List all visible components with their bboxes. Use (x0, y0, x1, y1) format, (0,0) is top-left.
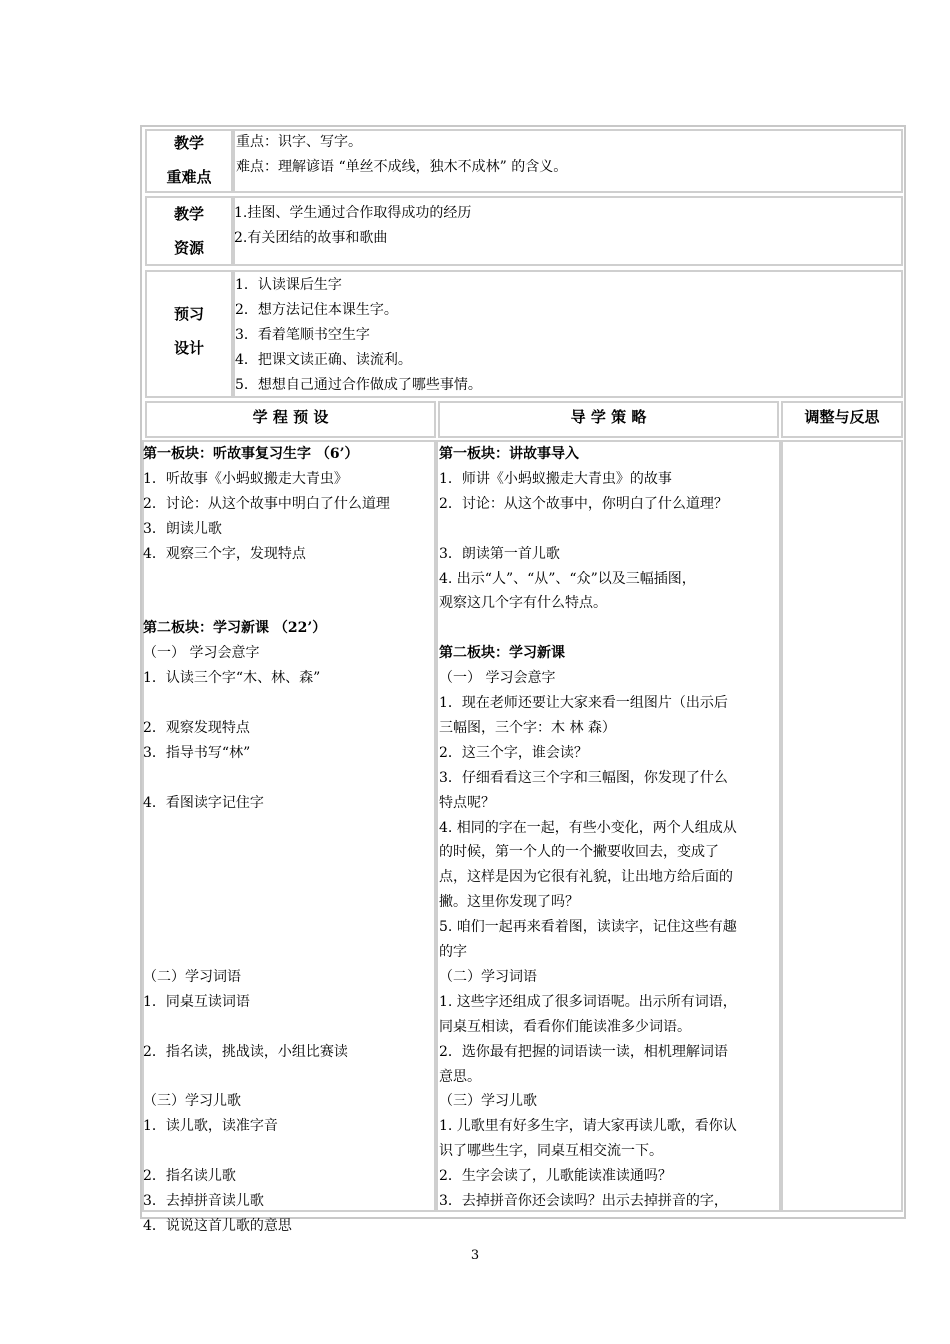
preview-line-2: 2．想方法记住本课生字。 (235, 302, 398, 318)
col1-line: 4．说说这首儿歌的意思 (143, 1217, 292, 1234)
col2-line: 意思。 (439, 1068, 481, 1085)
col1-line: 2．指名读，挑战读，小组比赛读 (143, 1043, 348, 1060)
col2-line: 5. 咱们一起再来看着图，读读字，记住这些有趣 (439, 919, 737, 936)
col2-line: 2．生字会读了，儿歌能读准读通吗？ (439, 1168, 672, 1185)
col2-line: （二）学习词语 (439, 968, 537, 985)
col2-line: 点，这样是因为它很有礼貌，让出地方给后面的 (439, 869, 733, 886)
col2-line: 2．这三个字，谁会读？ (439, 744, 588, 761)
col2-line: 第二板块：学习新课 (439, 645, 565, 662)
col2-line: 4. 出示“人”、“从”、“众”以及三幅插图， (439, 570, 696, 587)
col2-line: 2．选你最有把握的词语读一读，相机理解词语 (439, 1043, 728, 1060)
col1-line: 第二板块：学习新课 （22’） (143, 620, 327, 637)
col2-line: 的时候，第一个人的一个撇要收回去，变成了 (439, 844, 719, 861)
col2-line: （一） 学习会意字 (439, 670, 556, 687)
col2-line: 同桌互相读，看看你们能读准多少词语。 (439, 1018, 691, 1035)
col2-line: 1．现在老师还要让大家来看一组图片（出示后 (439, 695, 728, 711)
col2-line: 3．去掉拼音你还会读吗？出示去掉拼音的字， (439, 1193, 728, 1209)
col2-line: 撇。这里你发现了吗？ (439, 894, 579, 911)
col1-line: 1．认读三个字“木、林、森” (143, 670, 321, 687)
col1-line: 第一板块：听故事复习生字 （6’） (143, 446, 359, 462)
key-points-label (145, 126, 233, 194)
preview-line-3: 3．看着笔顺书空生字 (235, 327, 370, 343)
col1-line: 1．听故事《小蚂蚁搬走大青虫》 (143, 470, 348, 487)
col1-line: 2．观察发现特点 (143, 719, 250, 736)
col1-line: （三）学习儿歌 (143, 1093, 241, 1110)
key-points-line-1: 重点：识字、写字。 (236, 134, 362, 150)
key-points-label-line1: 教学 (173, 134, 204, 152)
header-col2: 导 学 策 略 (570, 408, 647, 426)
preview-line-4: 4．把课文读正确、读流利。 (235, 352, 412, 368)
col2-line: 的字 (439, 944, 467, 960)
col2-line: 3．朗读第一首儿歌 (439, 545, 560, 562)
resources-label-line1: 教学 (173, 205, 204, 223)
col1-line: 4．观察三个字，发现特点 (143, 545, 306, 562)
preview-label-line2: 设计 (173, 339, 204, 357)
col2-line: 特点呢？ (439, 794, 495, 811)
resources-label-line2: 资源 (173, 239, 204, 257)
col1-line: （一） 学习会意字 (143, 645, 260, 662)
col2-line: 1．师讲《小蚂蚁搬走大青虫》的故事 (439, 470, 672, 487)
col2-line: 第一板块：讲故事导入 (439, 446, 579, 462)
header-col1: 学 程 预 设 (252, 408, 329, 426)
resources-label (145, 197, 233, 265)
col1-line: （二）学习词语 (143, 968, 241, 985)
col2-line: 识了哪些生字，同桌互相交流一下。 (439, 1143, 663, 1160)
resources-line-1: 1.挂图、学生通过合作取得成功的经历 (234, 205, 472, 221)
col2-line: 4. 相同的字在一起，有些小变化，两个人组成从 (439, 819, 737, 836)
col2-line: 三幅图，三个字：木 林 森） (439, 719, 616, 736)
col2-line: （三）学习儿歌 (439, 1093, 537, 1110)
body-col3-cell (781, 440, 903, 1212)
header-col3: 调整与反思 (804, 408, 880, 426)
col1-line: 3．去掉拼音读儿歌 (143, 1193, 264, 1209)
col2-line: 观察这几个字有什么特点。 (439, 595, 607, 612)
preview-line-1: 1．认读课后生字 (235, 277, 342, 293)
preview-label-line1: 预习 (173, 305, 204, 323)
col2-line: 2．讨论：从这个故事中，你明白了什么道理？ (439, 495, 728, 512)
col2-line: 1. 儿歌里有好多生字，请大家再读儿歌，看你认 (439, 1118, 737, 1135)
col1-line: 3．朗读儿歌 (143, 520, 222, 537)
resources-line-2: 2.有关团结的故事和歌曲 (234, 230, 388, 246)
col1-line: 1．读儿歌，读准字音 (143, 1118, 278, 1135)
col2-line: 1. 这些字还组成了很多词语呢。出示所有词语， (439, 993, 737, 1010)
col1-line: 4．看图读字记住字 (143, 794, 264, 811)
key-points-line-2: 难点：理解谚语 “单丝不成线，独木不成林” 的含义。 (236, 159, 568, 175)
col1-line: 2．指名读儿歌 (143, 1168, 236, 1185)
col1-line: 3．指导书写“林” (143, 744, 251, 761)
preview-line-5: 5．想想自己通过合作做成了哪些事情。 (235, 377, 482, 393)
col2-line: 3．仔细看看这三个字和三幅图，你发现了什么 (439, 769, 728, 786)
page-number: 3 (470, 1248, 480, 1263)
preview-label (145, 297, 233, 365)
col1-line: 2．讨论：从这个故事中明白了什么道理 (143, 495, 390, 512)
key-points-label-line2: 重难点 (166, 168, 212, 186)
col1-line: 1．同桌互读词语 (143, 993, 250, 1010)
